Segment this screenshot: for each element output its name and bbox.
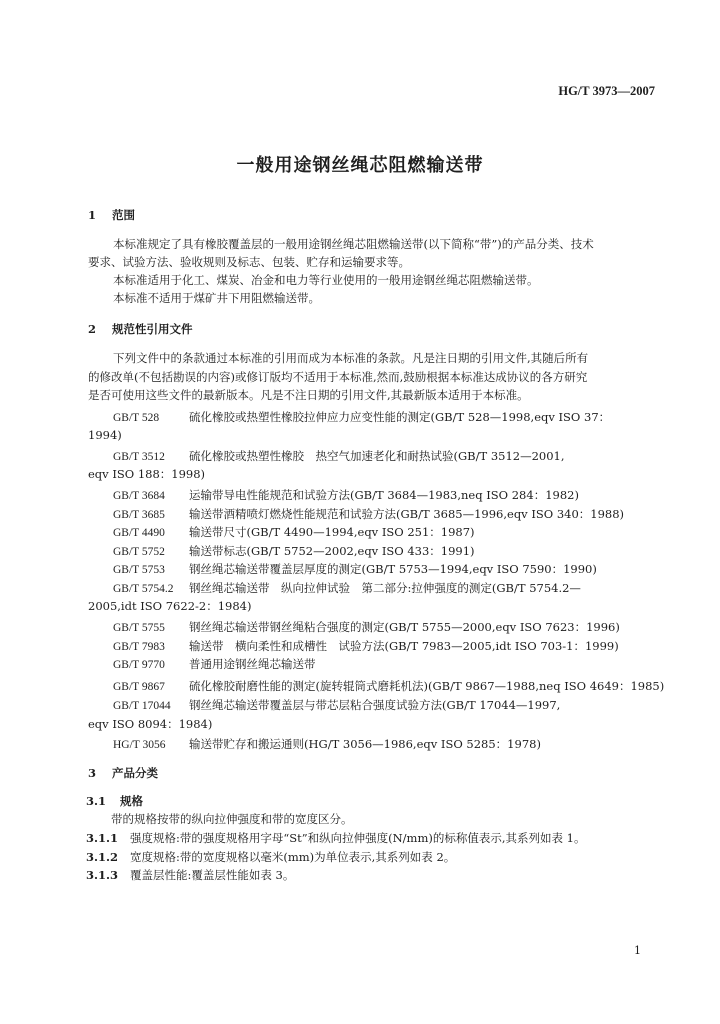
reference-text: 钢丝绳芯输送带覆盖层与带芯层粘合强度试验方法(GB/T 17044—1997, (189, 698, 561, 712)
section-title: 范围 (112, 208, 136, 222)
paragraph-line: 本标准适用于化工、煤炭、冶金和电力等行业使用的一般用途钢丝绳芯阻燃输送带。 (113, 273, 539, 287)
paragraph-line: 下列文件中的条款通过本标准的引用而成为本标准的条款。凡是注日期的引用文件,其随后所有 (113, 351, 589, 365)
reference-text: 硫化橡胶或热塑性橡胶拉伸应力应变性能的测定(GB/T 528—1998,eqv ISO 37： (189, 410, 611, 424)
paragraph-line: 是否可使用这些文件的最新版本。凡是不注日期的引用文件,其最新版本适用于本标准。 (88, 388, 529, 402)
reference-item (113, 736, 541, 752)
clause-number: 3.1.2 (86, 850, 119, 864)
reference-code: GB/T 528 (113, 412, 160, 424)
reference-code: GB/T 4490 (113, 527, 165, 539)
clause-3-1-1 (86, 830, 585, 846)
section-number: 1 (88, 208, 97, 222)
reference-item (113, 487, 579, 503)
subsection-3-1-heading (86, 793, 143, 809)
reference-continuation: 2005,idt ISO 7622-2：1984) (88, 599, 252, 613)
document-code: HG/T 3973—2007 (558, 84, 655, 98)
reference-item (113, 619, 620, 635)
reference-item (113, 409, 610, 425)
reference-code: GB/T 3684 (113, 490, 165, 502)
reference-text: 普通用途钢丝绳芯输送带 (189, 657, 316, 671)
subsection-title: 规格 (120, 794, 144, 808)
reference-code: GB/T 7983 (113, 641, 165, 653)
reference-text: 硫化橡胶耐磨性能的测定(旋转辊筒式磨耗机法)(GB/T 9867—1988,neq ISO 4649：1985) (189, 679, 665, 693)
section-3-heading (88, 765, 158, 781)
clause-3-1-3 (86, 867, 294, 883)
paragraph-line: 的修改单(不包括勘误的内容)或修订版均不适用于本标准,然而,鼓励根据本标准达成协议的各方研究 (88, 370, 588, 384)
clause-text: 强度规格:带的强度规格用字母“St”和纵向拉伸强度(N/mm)的标称值表示,其系列如表 1。 (130, 831, 586, 845)
reference-text: 硫化橡胶或热塑性橡胶 热空气加速老化和耐热试验(GB/T 3512—2001, (189, 449, 565, 463)
reference-code: HG/T 3056 (113, 739, 166, 751)
reference-code: GB/T 5753 (113, 564, 165, 576)
clause-3-1-2 (86, 849, 455, 865)
section-1-heading (88, 207, 135, 223)
document-title: 一般用途钢丝绳芯阻燃输送带 (236, 155, 484, 176)
reference-continuation: eqv ISO 188：1998) (88, 467, 206, 481)
reference-item (113, 678, 664, 694)
reference-text: 钢丝绳芯输送带 纵向拉伸试验 第二部分:拉伸强度的测定(GB/T 5754.2— (189, 581, 581, 595)
section-number: 2 (88, 322, 97, 336)
clause-number: 3.1.1 (86, 831, 119, 845)
reference-continuation: 1994) (88, 428, 122, 442)
reference-text: 钢丝绳芯输送带钢丝绳粘合强度的测定(GB/T 5755—2000,eqv ISO 7623：1996) (189, 620, 620, 634)
reference-item (113, 638, 619, 654)
clause-text: 宽度规格:带的宽度规格以毫米(mm)为单位表示,其系列如表 2。 (130, 850, 456, 864)
reference-text: 输送带贮存和搬运通则(HG/T 3056—1986,eqv ISO 5285：1978) (189, 737, 541, 751)
page-number: 1 (634, 944, 641, 957)
reference-text: 运输带导电性能规范和试验方法(GB/T 3684—1983,neq ISO 284：1982) (189, 488, 579, 502)
reference-text: 输送带酒精喷灯燃烧性能规范和试验方法(GB/T 3685—1996,eqv ISO 340：1988) (189, 507, 625, 521)
reference-item (113, 580, 581, 596)
section-title: 产品分类 (112, 766, 159, 780)
reference-item (113, 543, 475, 559)
reference-item (113, 506, 624, 522)
reference-item (113, 656, 316, 672)
reference-text: 输送带尺寸(GB/T 4490—1994,eqv ISO 251：1987) (189, 525, 475, 539)
reference-code: GB/T 3512 (113, 451, 165, 463)
reference-code: GB/T 3685 (113, 509, 165, 521)
clause-text: 覆盖层性能:覆盖层性能如表 3。 (130, 868, 295, 882)
paragraph-line: 本标准不适用于煤矿井下用阻燃输送带。 (113, 291, 320, 305)
reference-item (113, 697, 560, 713)
clause-number: 3.1.3 (86, 868, 119, 882)
section-title: 规范性引用文件 (112, 322, 193, 336)
paragraph-line: 本标准规定了具有橡胶覆盖层的一般用途钢丝绳芯阻燃输送带(以下简称“带”)的产品分类、技术 (113, 237, 594, 251)
reference-item (113, 524, 475, 540)
section-number: 3 (88, 766, 97, 780)
reference-code: GB/T 5755 (113, 622, 165, 634)
reference-text: 输送带标志(GB/T 5752—2002,eqv ISO 433：1991) (189, 544, 475, 558)
paragraph-line: 带的规格按带的纵向拉伸强度和带的宽度区分。 (111, 812, 353, 826)
reference-continuation: eqv ISO 8094：1984) (88, 717, 213, 731)
reference-code: GB/T 5754.2 (113, 583, 174, 595)
reference-text: 输送带 横向柔性和成槽性 试验方法(GB/T 7983—2005,idt ISO 703-1：1999) (189, 639, 619, 653)
reference-code: GB/T 9770 (113, 659, 165, 671)
reference-code: GB/T 5752 (113, 546, 165, 558)
reference-item (113, 561, 597, 577)
reference-code: GB/T 9867 (113, 681, 165, 693)
section-2-heading (88, 321, 193, 337)
reference-code: GB/T 17044 (113, 700, 171, 712)
reference-item (113, 448, 565, 464)
subsection-number: 3.1 (86, 794, 107, 808)
paragraph-line: 要求、试验方法、验收规则及标志、包装、贮存和运输要求等。 (88, 255, 410, 269)
reference-text: 钢丝绳芯输送带覆盖层厚度的测定(GB/T 5753—1994,eqv ISO 7590：1990) (189, 562, 597, 576)
